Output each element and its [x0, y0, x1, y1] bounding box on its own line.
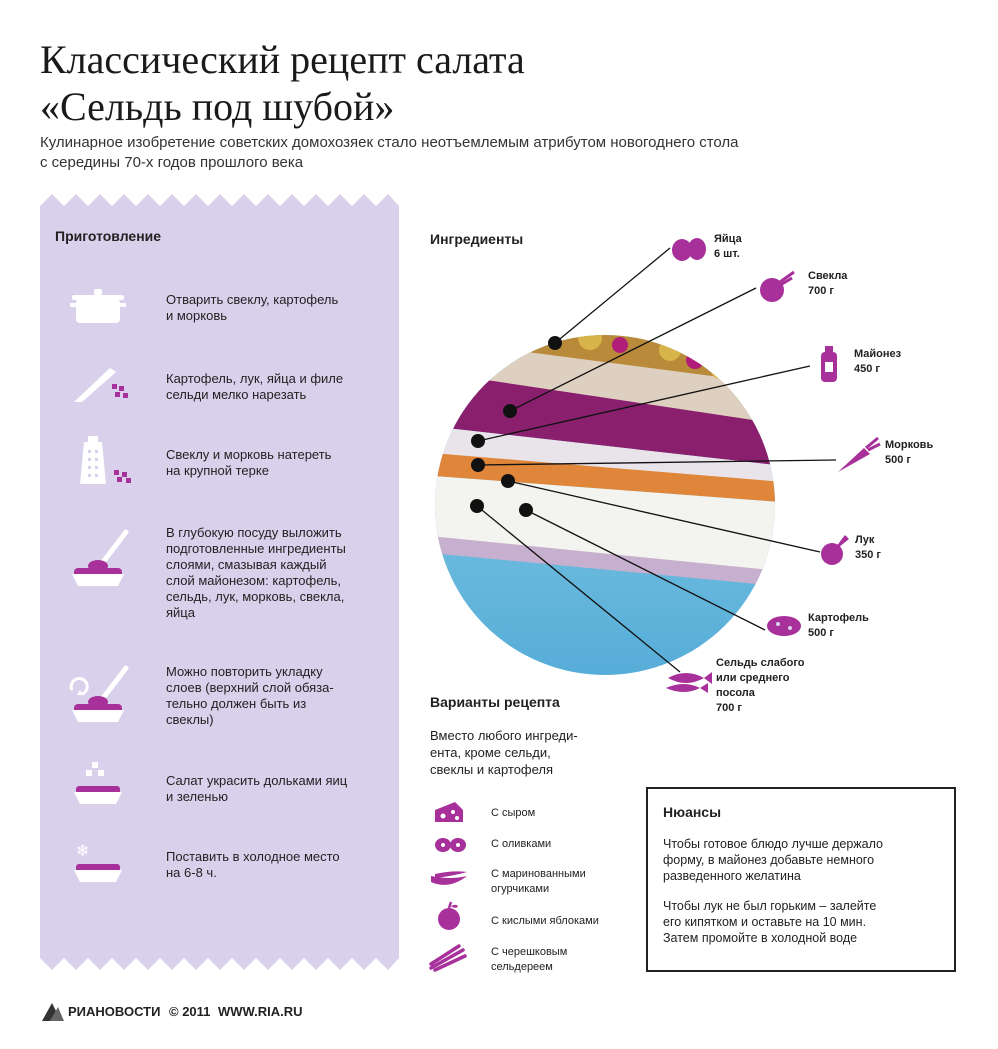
ingredient-eggs: Яйца 6 шт.	[714, 233, 742, 260]
nuances-heading: Нюансы	[663, 804, 722, 820]
nuance-2: Чтобы лук не был горьким – залейте его кипятком и оставьте на 10 мин. Затем промойте в холодной воде	[663, 899, 877, 945]
step-2-text: Картофель, лук, яйца и филе сельди мелко нарезать	[166, 371, 344, 402]
nuance-1: Чтобы готовое блюдо лучше держало форму, в майонез добавьте немного разведенного желатина	[663, 837, 883, 883]
variants-intro: Вместо любого ингреди- ента, кроме сельди, свеклы и картофеля	[430, 728, 578, 777]
subtitle-line-2: с середины 70-х годов прошлого века	[40, 154, 304, 171]
step-1-text: Отварить свеклу, картофель и морковь	[166, 292, 339, 323]
ingredient-onion: Лук 350 г	[855, 534, 881, 561]
variant-pickles: С маринованными огурчиками	[491, 868, 586, 895]
potato-icon	[766, 614, 802, 638]
ingredient-mayonnaise: Майонез 450 г	[854, 348, 902, 375]
repeat-layer-icon	[68, 664, 130, 724]
ria-logo-icon	[40, 1001, 66, 1023]
footer-site[interactable]: WWW.RIA.RU	[218, 1004, 303, 1019]
pickles-icon	[429, 870, 469, 890]
variant-cheese: С сыром	[491, 807, 536, 819]
grater-icon	[78, 436, 140, 486]
preparation-heading: Приготовление	[55, 228, 162, 244]
variants-heading: Варианты рецепта	[430, 694, 560, 710]
carrot-icon	[836, 436, 882, 474]
step-3-text: Свеклу и морковь натереть на крупной терке	[166, 447, 332, 478]
step-7-text: Поставить в холодное место на 6-8 ч.	[166, 849, 340, 880]
ingredient-potato: Картофель 500 г	[808, 612, 869, 639]
eggs-icon	[670, 236, 708, 262]
beet-icon	[756, 270, 796, 304]
celery-icon	[429, 942, 469, 972]
herring-icon	[664, 668, 712, 696]
pot-icon	[70, 285, 126, 327]
subtitle-line-1: Кулинарное изобретение советских домохозяек стало неотъемлемым атрибутом новогоднего стола	[40, 134, 739, 151]
garnish-icon	[72, 762, 124, 806]
knife-icon	[72, 362, 134, 404]
variant-apples: С кислыми яблоками	[491, 915, 599, 927]
page-title	[40, 36, 525, 130]
footer-brand: РИАНОВОСТИ	[68, 1004, 161, 1019]
step-4-text: В глубокую посуду выложить подготовленные ингредиенты слоями, смазывая каждый слой майонезом: картофель, сельдь, лук, морковь, свекла, яйца	[166, 525, 346, 620]
ingredient-herring: Сельдь слабого или среднего посола 700 г	[716, 657, 805, 714]
cheese-icon	[433, 800, 465, 824]
step-6-text: Салат украсить дольками яиц и зеленью	[166, 773, 348, 804]
onion-icon	[818, 536, 852, 568]
page-subtitle	[40, 133, 800, 173]
ingredients-heading: Ингредиенты	[430, 231, 524, 247]
title-line-2: «Сельдь под шубой»	[40, 84, 395, 129]
step-5-text: Можно повторить укладку слоев (верхний слой обяза- тельно должен быть из свеклы)	[166, 664, 334, 727]
apple-icon	[436, 901, 462, 931]
ingredient-beet: Свекла 700 г	[808, 270, 848, 297]
title-line-1: Классический рецепт салата	[40, 37, 525, 82]
olives-icon	[433, 835, 467, 855]
variant-olives: С оливками	[491, 838, 552, 850]
ingredient-carrot: Морковь 500 г	[885, 439, 934, 466]
svg-text:❄: ❄	[76, 841, 90, 860]
footer-copyright: © 2011	[169, 1004, 211, 1019]
bowl-spoon-icon	[70, 528, 130, 588]
cold-icon	[72, 840, 124, 884]
mayonnaise-icon	[819, 346, 839, 382]
variant-celery: С черешковым сельдереем	[491, 946, 568, 973]
